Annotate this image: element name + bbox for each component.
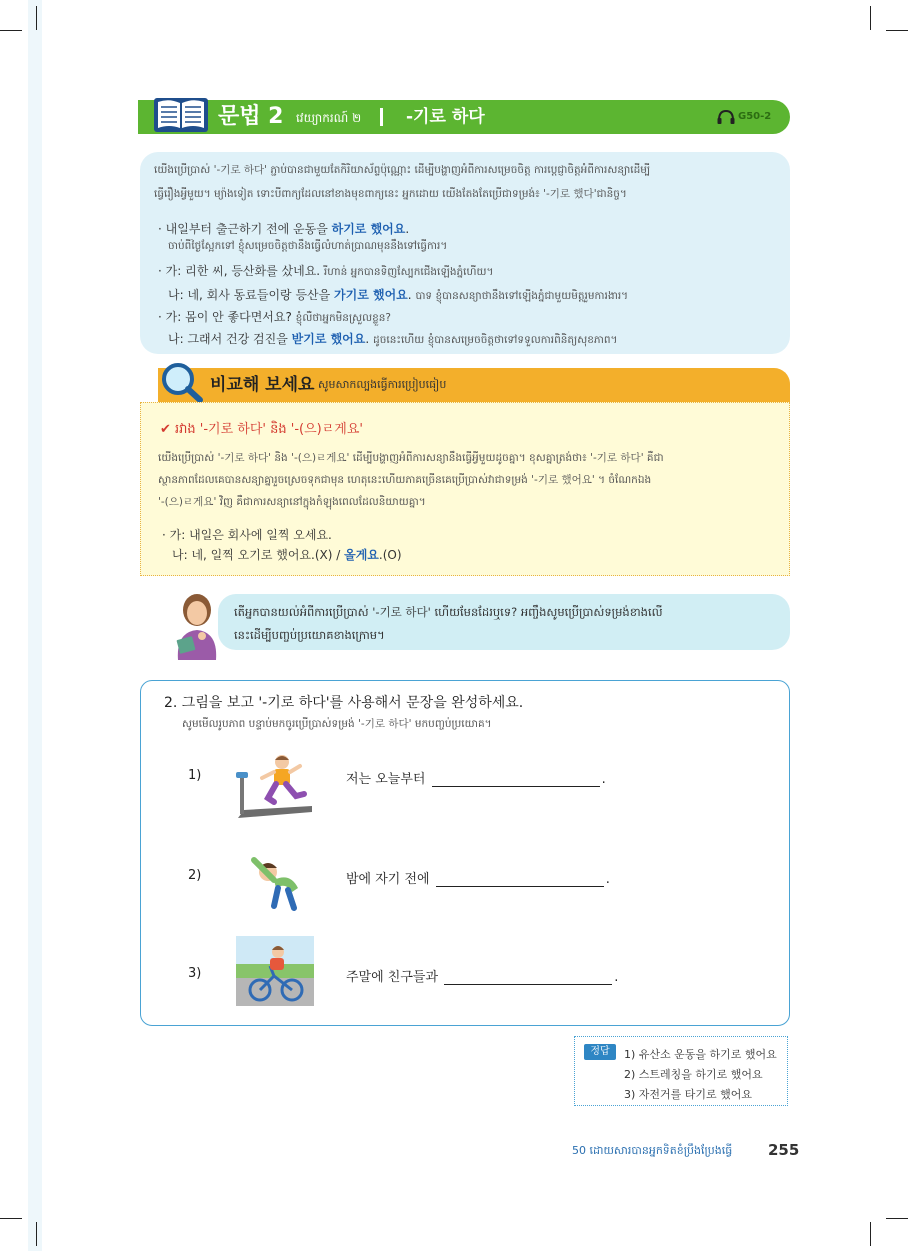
answer-key-label: 정답 [584, 1044, 616, 1060]
headphones-icon[interactable] [716, 108, 736, 126]
crop-mark [870, 6, 871, 30]
grammar-pattern-title: -기로 하다 [406, 107, 485, 127]
footer-chapter-title: 50 ដោយសារបានអ្នកទិតខំប្រឹងប្រែងធ្វើ [572, 1144, 733, 1157]
grammar-number-title: 문법 2 [218, 104, 284, 129]
exercise-sentence-2: 밤에 자기 전에 . [346, 872, 610, 887]
magnifier-icon [158, 360, 206, 404]
exercise-sentence-3: 주말에 친구들과 . [346, 970, 619, 985]
crop-mark [870, 1222, 871, 1246]
crop-mark [886, 30, 908, 31]
compare-text-line: យើងប្រើប្រាស់ '-기로 하다' និង '-(으)ㄹ게요' ដើម្បីបង្ហាញអំពីការសន្យានឹងធ្វើអ្វីមួយដូចគ្នា។ ខុសគ្នាត្រង់ថា៖ '-기로 하다' គឺជា [158, 452, 664, 464]
exercise-item-number: 1) [188, 768, 202, 783]
example-sentence: · 가: 몸이 안 좋다면서요? ខ្ញុំលឺថាអ្នកមិនស្រួលខ្លួន? [158, 310, 392, 324]
explanation-line: ធ្វើរឿងអ្វីមួយ។ ម្យ៉ាងទៀត ទោះបីពាក្យដែលនៅខាងមុខពាក្យនេះ អ្នកដោយ យើងតែងតែប្រើជាទម្រង់៖ '-기로 했다'ជានិច្ច។ [154, 188, 627, 200]
left-margin-strip [28, 0, 42, 1251]
compare-subtitle: សូមសាកល្បងធ្វើការប្រៀបធៀប [318, 378, 447, 391]
compare-text-line: ស្ថានភាពដែលគេបានសន្យាគ្នារួចស្រេចទុកជាមុន ហេតុនេះហើយភាគច្រើនគេប្រើប្រាស់វាជាទម្រង់ '-기로 했어요' ។ ចំណែកឯង [158, 474, 652, 486]
cycling-image [236, 936, 314, 1006]
answer-line: 3) 자전거를 타기로 했어요 [624, 1088, 753, 1101]
example-sentence: · 가: 리한 씨, 등산화를 샀네요. រីហាន់ អ្នកបានទិញស្បែកជើងឡើងភ្នំហើយ។ [158, 264, 494, 278]
audio-track-code[interactable]: G50-2 [738, 111, 772, 122]
answer-line: 1) 유산소 운동을 하기로 했어요 [624, 1048, 777, 1061]
treadmill-running-image [234, 752, 316, 822]
example-sentence: 나: 그래서 건강 검진을 받기로 했어요. ដូចនេះហើយ ខ្ញុំបានសម្រេចចិត្តថាទៅទទួលការពិនិត្យសុខភាព។ [168, 332, 618, 346]
exercise-item-number: 3) [188, 966, 202, 981]
tip-line: នេះដើម្បីបញ្ចប់ប្រយោគខាងក្រោម។ [234, 628, 385, 642]
compare-text-line: '-(으)ㄹ게요' វិញ គឺជាការសន្យានៅក្នុងកំឡុងពេលដែលនិយាយគ្នា។ [158, 496, 426, 508]
explanation-line: យើងប្រើប្រាស់ '-기로 하다' ភ្ជាប់បានជាមួយតែកិរិយាស័ព្ទប៉ុណ្ណោះ ដើម្បីបង្ហាញអំពីការសម្រេចចិត្ត ការប្ដេជ្ញាចិត្តអំពីការសន្យាដើម្បី [154, 164, 651, 176]
crop-mark [36, 6, 37, 30]
page-number: 255 [768, 1141, 800, 1159]
crop-mark [886, 1218, 908, 1219]
example-sentence: 나: 네, 회사 동료들이랑 등산을 가기로 했어요. បាទ ខ្ញុំបានសន្យាថានឹងទៅឡើងភ្នំជាមួយមិត្តរួមការងារ។ [168, 288, 629, 302]
tip-line: តើអ្នកបានយល់អំពីការប្រើប្រាស់ '-기로 하다' ហើយមែនដែរឬទេ? អញ្ចឹងសូមប្រើប្រាស់ទម្រង់ខាងលើ [234, 605, 663, 619]
exercise-subtitle: សូមមើលរូបភាព បន្ទាប់មកចូរប្រើប្រាស់ទម្រង់ '-기로 하다' មកបញ្ចប់ប្រយោគ។ [182, 718, 492, 730]
exercise-item-number: 2) [188, 868, 202, 883]
compare-example: · 가: 내일은 회사에 일찍 오세요. [162, 528, 332, 542]
example-translation: ចាប់ពីថ្ងៃស្អែកទៅ ខ្ញុំសម្រេចចិត្តថានឹងធ្វើលំហាត់ប្រាណមុននឹងទៅធ្វើការ។ [168, 240, 448, 252]
grammar-number-subtitle: វេយ្យាករណ៍ ២ [296, 111, 362, 125]
exercise-title: 2. 그림을 보고 '-기로 하다'를 사용해서 문장을 완성하세요. [164, 695, 524, 711]
answer-blank[interactable] [444, 971, 612, 985]
teacher-illustration [168, 590, 226, 662]
compare-heading: ✔ រវាង '-기로 하다' និង '-(으)ㄹ게요' [160, 422, 363, 437]
answer-blank[interactable] [436, 873, 604, 887]
answer-blank[interactable] [432, 773, 600, 787]
crop-mark [0, 1218, 22, 1219]
compare-example: 나: 네, 일찍 오기로 했어요.(X) / 올게요.(O) [172, 548, 402, 562]
crop-mark [0, 30, 22, 31]
header-divider [380, 108, 383, 126]
stretching-image [244, 850, 308, 914]
example-sentence: · 내일부터 출근하기 전에 운동을 하기로 했어요. [158, 222, 410, 236]
book-icon [152, 94, 210, 136]
crop-mark [36, 1222, 37, 1246]
exercise-sentence-1: 저는 오늘부터 . [346, 772, 606, 787]
answer-line: 2) 스트레칭을 하기로 했어요 [624, 1068, 763, 1081]
compare-title: 비교해 보세요 [210, 375, 315, 395]
